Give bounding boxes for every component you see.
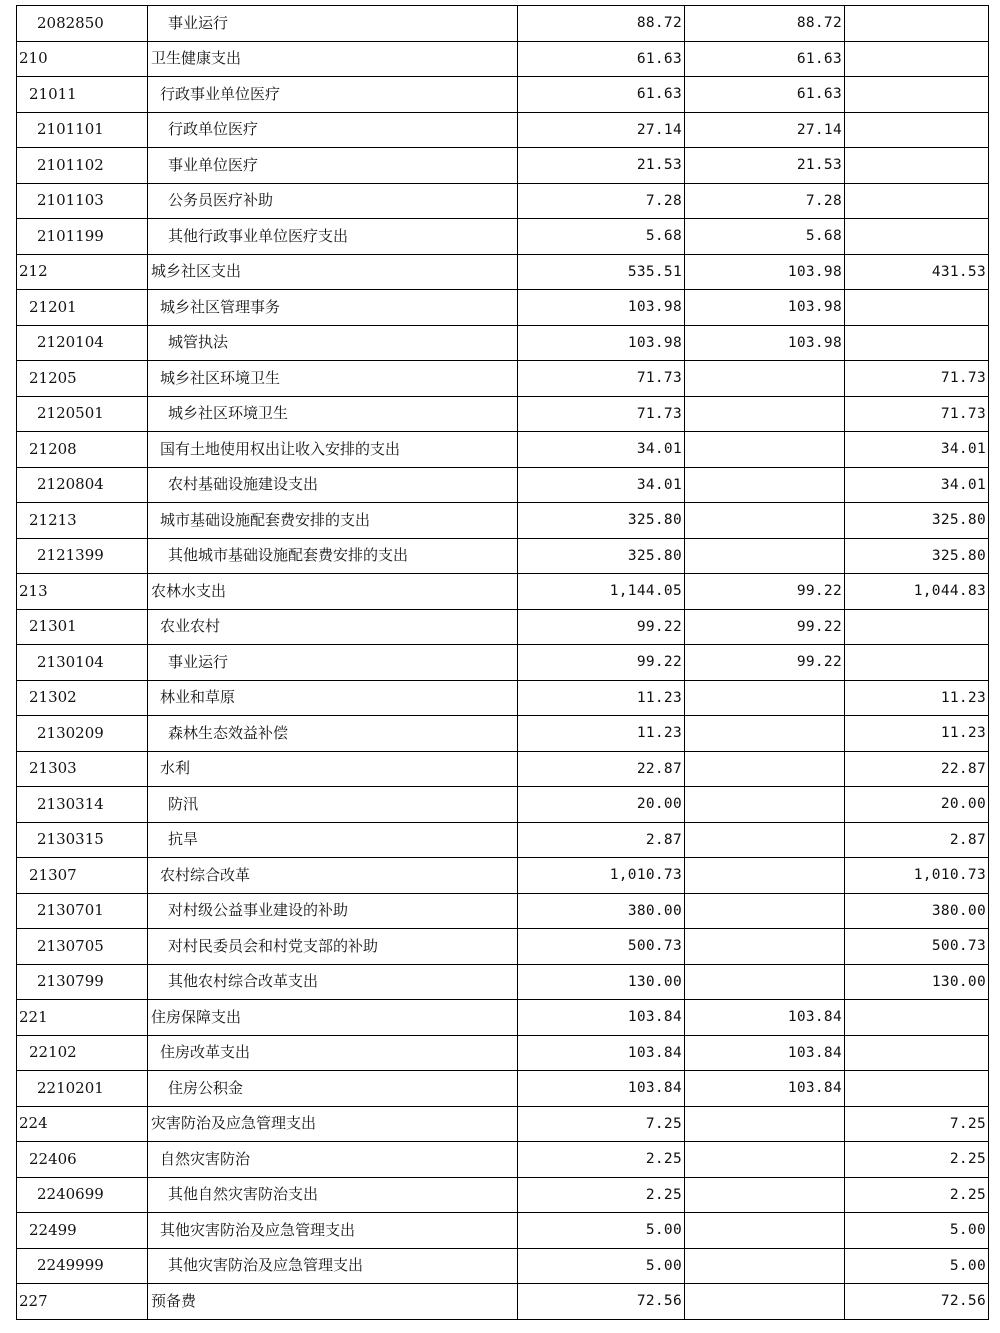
project-expenditure-cell: 2.25 xyxy=(845,1142,989,1178)
subject-code-cell: 21201 xyxy=(17,290,148,326)
subject-name-cell: 其他农村综合改革支出 xyxy=(148,964,518,1000)
table-row xyxy=(17,929,989,965)
total-amount-cell: 27.14 xyxy=(518,112,685,148)
subject-name-cell: 其他灾害防治及应急管理支出 xyxy=(148,1248,518,1284)
project-expenditure-cell: 2.25 xyxy=(845,1177,989,1213)
subject-code-cell: 212 xyxy=(17,254,148,290)
total-amount-cell: 61.63 xyxy=(518,77,685,113)
subject-code-cell: 21213 xyxy=(17,503,148,539)
total-amount-cell: 71.73 xyxy=(518,361,685,397)
total-amount-cell: 103.84 xyxy=(518,1035,685,1071)
basic-expenditure-cell: 103.84 xyxy=(685,1035,845,1071)
subject-name-cell: 城管执法 xyxy=(148,325,518,361)
subject-name-cell: 其他自然灾害防治支出 xyxy=(148,1177,518,1213)
project-expenditure-cell: 71.73 xyxy=(845,361,989,397)
subject-code-cell: 213 xyxy=(17,574,148,610)
total-amount-cell: 7.28 xyxy=(518,183,685,219)
basic-expenditure-cell xyxy=(685,787,845,823)
total-amount-cell: 130.00 xyxy=(518,964,685,1000)
subject-name-cell: 城市基础设施配套费安排的支出 xyxy=(148,503,518,539)
basic-expenditure-cell: 103.98 xyxy=(685,254,845,290)
subject-name-cell: 住房改革支出 xyxy=(148,1035,518,1071)
table-row xyxy=(17,254,989,290)
table-row xyxy=(17,1142,989,1178)
budget-expenditure-table xyxy=(16,5,989,1320)
total-amount-cell: 2.25 xyxy=(518,1142,685,1178)
basic-expenditure-cell xyxy=(685,1248,845,1284)
subject-code-cell: 22499 xyxy=(17,1213,148,1249)
table-body xyxy=(17,6,989,1320)
total-amount-cell: 325.80 xyxy=(518,538,685,574)
subject-code-cell: 2120804 xyxy=(17,467,148,503)
project-expenditure-cell: 20.00 xyxy=(845,787,989,823)
table-row xyxy=(17,964,989,1000)
total-amount-cell: 5.68 xyxy=(518,219,685,255)
subject-name-cell: 林业和草原 xyxy=(148,680,518,716)
basic-expenditure-cell xyxy=(685,538,845,574)
basic-expenditure-cell xyxy=(685,858,845,894)
subject-code-cell: 22102 xyxy=(17,1035,148,1071)
project-expenditure-cell: 71.73 xyxy=(845,396,989,432)
basic-expenditure-cell: 103.84 xyxy=(685,1071,845,1107)
subject-name-cell: 对村级公益事业建设的补助 xyxy=(148,893,518,929)
project-expenditure-cell xyxy=(845,77,989,113)
table-row xyxy=(17,361,989,397)
basic-expenditure-cell xyxy=(685,1284,845,1320)
subject-name-cell: 水利 xyxy=(148,751,518,787)
project-expenditure-cell: 130.00 xyxy=(845,964,989,1000)
total-amount-cell: 20.00 xyxy=(518,787,685,823)
basic-expenditure-cell xyxy=(685,361,845,397)
basic-expenditure-cell: 103.98 xyxy=(685,325,845,361)
total-amount-cell: 88.72 xyxy=(518,6,685,42)
subject-code-cell: 2210201 xyxy=(17,1071,148,1107)
table-row xyxy=(17,183,989,219)
project-expenditure-cell xyxy=(845,112,989,148)
subject-code-cell: 2101103 xyxy=(17,183,148,219)
basic-expenditure-cell xyxy=(685,822,845,858)
table-row xyxy=(17,609,989,645)
project-expenditure-cell: 72.56 xyxy=(845,1284,989,1320)
subject-code-cell: 21205 xyxy=(17,361,148,397)
subject-name-cell: 卫生健康支出 xyxy=(148,41,518,77)
subject-name-cell: 预备费 xyxy=(148,1284,518,1320)
subject-name-cell: 抗旱 xyxy=(148,822,518,858)
total-amount-cell: 1,144.05 xyxy=(518,574,685,610)
basic-expenditure-cell xyxy=(685,964,845,1000)
project-expenditure-cell: 34.01 xyxy=(845,467,989,503)
basic-expenditure-cell: 103.98 xyxy=(685,290,845,326)
basic-expenditure-cell: 61.63 xyxy=(685,41,845,77)
project-expenditure-cell xyxy=(845,1035,989,1071)
total-amount-cell: 325.80 xyxy=(518,503,685,539)
table-row xyxy=(17,1000,989,1036)
total-amount-cell: 2.87 xyxy=(518,822,685,858)
subject-code-cell: 227 xyxy=(17,1284,148,1320)
table-row xyxy=(17,538,989,574)
project-expenditure-cell xyxy=(845,183,989,219)
basic-expenditure-cell: 99.22 xyxy=(685,574,845,610)
project-expenditure-cell: 11.23 xyxy=(845,716,989,752)
table-row xyxy=(17,467,989,503)
subject-name-cell: 住房公积金 xyxy=(148,1071,518,1107)
subject-code-cell: 21011 xyxy=(17,77,148,113)
project-expenditure-cell: 380.00 xyxy=(845,893,989,929)
subject-name-cell: 行政单位医疗 xyxy=(148,112,518,148)
basic-expenditure-cell xyxy=(685,893,845,929)
total-amount-cell: 535.51 xyxy=(518,254,685,290)
subject-code-cell: 22406 xyxy=(17,1142,148,1178)
subject-code-cell: 224 xyxy=(17,1106,148,1142)
project-expenditure-cell: 325.80 xyxy=(845,538,989,574)
table-row xyxy=(17,680,989,716)
table-row xyxy=(17,574,989,610)
basic-expenditure-cell: 61.63 xyxy=(685,77,845,113)
project-expenditure-cell xyxy=(845,6,989,42)
project-expenditure-cell: 34.01 xyxy=(845,432,989,468)
project-expenditure-cell: 1,044.83 xyxy=(845,574,989,610)
table-row xyxy=(17,6,989,42)
subject-name-cell: 城乡社区管理事务 xyxy=(148,290,518,326)
total-amount-cell: 5.00 xyxy=(518,1213,685,1249)
project-expenditure-cell: 2.87 xyxy=(845,822,989,858)
table-row xyxy=(17,1071,989,1107)
total-amount-cell: 2.25 xyxy=(518,1177,685,1213)
total-amount-cell: 61.63 xyxy=(518,41,685,77)
project-expenditure-cell xyxy=(845,148,989,184)
table-row xyxy=(17,645,989,681)
project-expenditure-cell: 11.23 xyxy=(845,680,989,716)
basic-expenditure-cell xyxy=(685,1106,845,1142)
subject-name-cell: 自然灾害防治 xyxy=(148,1142,518,1178)
total-amount-cell: 99.22 xyxy=(518,645,685,681)
total-amount-cell: 103.98 xyxy=(518,290,685,326)
project-expenditure-cell: 5.00 xyxy=(845,1248,989,1284)
subject-code-cell: 2249999 xyxy=(17,1248,148,1284)
project-expenditure-cell: 7.25 xyxy=(845,1106,989,1142)
total-amount-cell: 103.84 xyxy=(518,1071,685,1107)
table-row xyxy=(17,112,989,148)
basic-expenditure-cell: 99.22 xyxy=(685,609,845,645)
total-amount-cell: 103.84 xyxy=(518,1000,685,1036)
basic-expenditure-cell xyxy=(685,716,845,752)
subject-name-cell: 森林生态效益补偿 xyxy=(148,716,518,752)
subject-code-cell: 210 xyxy=(17,41,148,77)
subject-code-cell: 2101101 xyxy=(17,112,148,148)
basic-expenditure-cell xyxy=(685,1213,845,1249)
table-row xyxy=(17,716,989,752)
project-expenditure-cell xyxy=(845,609,989,645)
total-amount-cell: 11.23 xyxy=(518,716,685,752)
subject-code-cell: 2240699 xyxy=(17,1177,148,1213)
basic-expenditure-cell xyxy=(685,1177,845,1213)
table-row xyxy=(17,290,989,326)
subject-code-cell: 21307 xyxy=(17,858,148,894)
subject-code-cell: 2130705 xyxy=(17,929,148,965)
subject-code-cell: 2101102 xyxy=(17,148,148,184)
subject-code-cell: 21303 xyxy=(17,751,148,787)
total-amount-cell: 7.25 xyxy=(518,1106,685,1142)
subject-code-cell: 2121399 xyxy=(17,538,148,574)
subject-code-cell: 2130314 xyxy=(17,787,148,823)
project-expenditure-cell: 1,010.73 xyxy=(845,858,989,894)
subject-code-cell: 2130315 xyxy=(17,822,148,858)
subject-name-cell: 对村民委员会和村党支部的补助 xyxy=(148,929,518,965)
project-expenditure-cell xyxy=(845,290,989,326)
table-row xyxy=(17,1106,989,1142)
table-row xyxy=(17,503,989,539)
project-expenditure-cell: 500.73 xyxy=(845,929,989,965)
total-amount-cell: 34.01 xyxy=(518,467,685,503)
table-row xyxy=(17,751,989,787)
basic-expenditure-cell: 99.22 xyxy=(685,645,845,681)
basic-expenditure-cell xyxy=(685,1142,845,1178)
total-amount-cell: 99.22 xyxy=(518,609,685,645)
project-expenditure-cell: 431.53 xyxy=(845,254,989,290)
basic-expenditure-cell xyxy=(685,396,845,432)
subject-name-cell: 农业农村 xyxy=(148,609,518,645)
table-row xyxy=(17,822,989,858)
basic-expenditure-cell: 103.84 xyxy=(685,1000,845,1036)
table-row xyxy=(17,396,989,432)
project-expenditure-cell: 22.87 xyxy=(845,751,989,787)
basic-expenditure-cell: 88.72 xyxy=(685,6,845,42)
table-row xyxy=(17,148,989,184)
subject-name-cell: 防汛 xyxy=(148,787,518,823)
table-row xyxy=(17,858,989,894)
subject-code-cell: 2101199 xyxy=(17,219,148,255)
table-row xyxy=(17,1248,989,1284)
project-expenditure-cell xyxy=(845,1071,989,1107)
table-row xyxy=(17,1177,989,1213)
total-amount-cell: 103.98 xyxy=(518,325,685,361)
subject-name-cell: 农林水支出 xyxy=(148,574,518,610)
subject-name-cell: 其他城市基础设施配套费安排的支出 xyxy=(148,538,518,574)
table-row xyxy=(17,787,989,823)
subject-code-cell: 2120501 xyxy=(17,396,148,432)
total-amount-cell: 72.56 xyxy=(518,1284,685,1320)
subject-code-cell: 21301 xyxy=(17,609,148,645)
table-row xyxy=(17,1213,989,1249)
project-expenditure-cell xyxy=(845,41,989,77)
subject-name-cell: 灾害防治及应急管理支出 xyxy=(148,1106,518,1142)
table-row xyxy=(17,1035,989,1071)
subject-name-cell: 国有土地使用权出让收入安排的支出 xyxy=(148,432,518,468)
table-row xyxy=(17,893,989,929)
project-expenditure-cell xyxy=(845,1000,989,1036)
total-amount-cell: 5.00 xyxy=(518,1248,685,1284)
subject-code-cell: 21302 xyxy=(17,680,148,716)
subject-code-cell: 2082850 xyxy=(17,6,148,42)
subject-name-cell: 农村基础设施建设支出 xyxy=(148,467,518,503)
project-expenditure-cell: 5.00 xyxy=(845,1213,989,1249)
project-expenditure-cell xyxy=(845,645,989,681)
subject-code-cell: 21208 xyxy=(17,432,148,468)
subject-code-cell: 221 xyxy=(17,1000,148,1036)
project-expenditure-cell xyxy=(845,219,989,255)
total-amount-cell: 21.53 xyxy=(518,148,685,184)
total-amount-cell: 380.00 xyxy=(518,893,685,929)
total-amount-cell: 500.73 xyxy=(518,929,685,965)
basic-expenditure-cell: 27.14 xyxy=(685,112,845,148)
subject-name-cell: 城乡社区环境卫生 xyxy=(148,396,518,432)
table-row xyxy=(17,325,989,361)
table-row xyxy=(17,77,989,113)
subject-name-cell: 农村综合改革 xyxy=(148,858,518,894)
subject-code-cell: 2120104 xyxy=(17,325,148,361)
basic-expenditure-cell xyxy=(685,929,845,965)
basic-expenditure-cell xyxy=(685,467,845,503)
subject-name-cell: 事业运行 xyxy=(148,645,518,681)
subject-name-cell: 住房保障支出 xyxy=(148,1000,518,1036)
subject-code-cell: 2130104 xyxy=(17,645,148,681)
total-amount-cell: 1,010.73 xyxy=(518,858,685,894)
total-amount-cell: 71.73 xyxy=(518,396,685,432)
table-row xyxy=(17,219,989,255)
subject-name-cell: 事业运行 xyxy=(148,6,518,42)
total-amount-cell: 22.87 xyxy=(518,751,685,787)
total-amount-cell: 11.23 xyxy=(518,680,685,716)
basic-expenditure-cell: 5.68 xyxy=(685,219,845,255)
basic-expenditure-cell xyxy=(685,680,845,716)
subject-name-cell: 其他灾害防治及应急管理支出 xyxy=(148,1213,518,1249)
basic-expenditure-cell xyxy=(685,751,845,787)
table-row xyxy=(17,41,989,77)
table-row xyxy=(17,432,989,468)
basic-expenditure-cell xyxy=(685,432,845,468)
project-expenditure-cell xyxy=(845,325,989,361)
subject-code-cell: 2130701 xyxy=(17,893,148,929)
subject-name-cell: 行政事业单位医疗 xyxy=(148,77,518,113)
total-amount-cell: 34.01 xyxy=(518,432,685,468)
basic-expenditure-cell: 7.28 xyxy=(685,183,845,219)
basic-expenditure-cell xyxy=(685,503,845,539)
subject-name-cell: 事业单位医疗 xyxy=(148,148,518,184)
table-row xyxy=(17,1284,989,1320)
subject-name-cell: 公务员医疗补助 xyxy=(148,183,518,219)
subject-name-cell: 其他行政事业单位医疗支出 xyxy=(148,219,518,255)
subject-name-cell: 城乡社区支出 xyxy=(148,254,518,290)
basic-expenditure-cell: 21.53 xyxy=(685,148,845,184)
subject-name-cell: 城乡社区环境卫生 xyxy=(148,361,518,397)
subject-code-cell: 2130209 xyxy=(17,716,148,752)
project-expenditure-cell: 325.80 xyxy=(845,503,989,539)
subject-code-cell: 2130799 xyxy=(17,964,148,1000)
